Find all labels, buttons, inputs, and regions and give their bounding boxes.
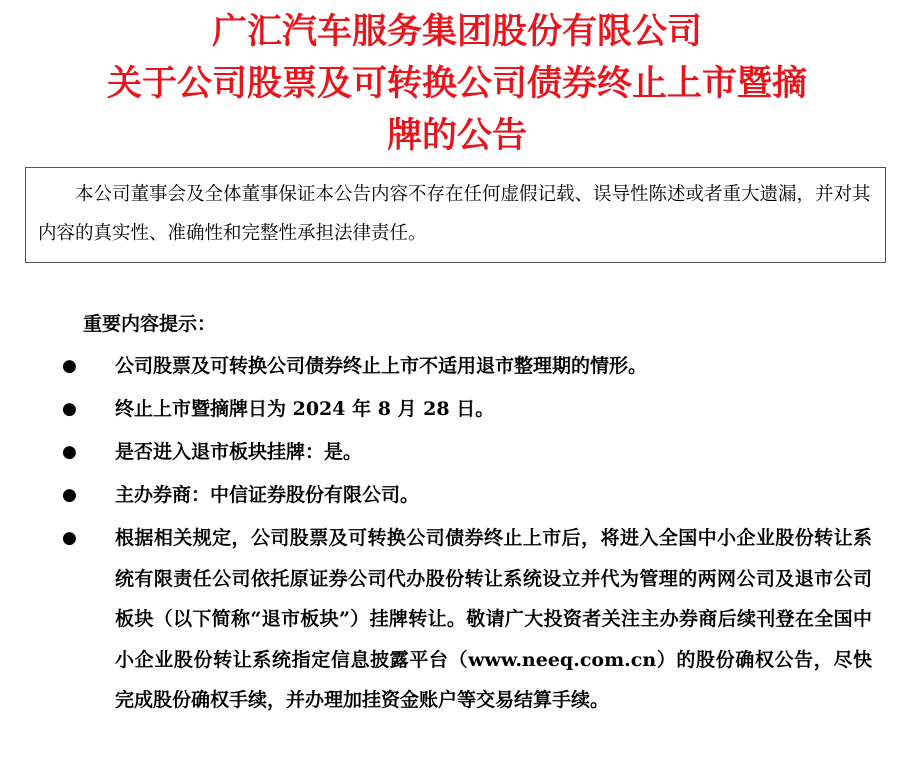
title-line-3: 牌的公告 — [386, 116, 527, 156]
bullet-icon: ● — [62, 528, 77, 548]
list-item-text: 是否进入退市板块挂牌：是。 — [115, 441, 363, 463]
list-item — [62, 432, 892, 473]
board-statement-box — [25, 167, 886, 263]
bullet-icon: ● — [62, 442, 77, 462]
list-item-text: 终止上市暨摘牌日为 2024 年 8 月 28 日。 — [115, 398, 495, 420]
highlights-heading: 重要内容提示： — [83, 313, 217, 335]
list-item-text: 公司股票及可转换公司债券终止上市不适用退市整理期的情形。 — [115, 355, 648, 377]
list-item — [62, 518, 892, 721]
bullet-icon: ● — [62, 485, 77, 505]
list-item — [62, 389, 892, 430]
list-item-text: 根据相关规定，公司股票及可转换公司债券终止上市后，将进入全国中小企业股份转让系统有限责任公司依托原证券公司代办股份转让系统设立并代为管理的两网公司及退市公司板块（以下简称“退市板块”）挂牌转让。敬请广大投资者关注主办券商后续刊登在全国中小企业股份转让系统指定信息披露平台（www.neeq.com.cn）的股份确权公告，尽快完成股份确权手续，并办理加挂资金账户等交易结算手续。 — [115, 527, 872, 711]
announcement-title — [0, 6, 914, 162]
board-statement-text: 本公司董事会及全体董事保证本公告内容不存在任何虚假记载、误导性陈述或者重大遗漏，并对其内容的真实性、准确性和完整性承担法律责任。 — [38, 184, 871, 244]
list-item — [62, 475, 892, 516]
bullet-icon: ● — [62, 399, 77, 419]
title-line-2: 关于公司股票及可转换公司债券终止上市暨摘 — [106, 64, 807, 104]
highlights-list — [62, 346, 892, 721]
list-item — [62, 346, 892, 387]
list-item-text: 主办券商：中信证券股份有限公司。 — [115, 484, 420, 506]
title-line-1: 广汇汽车服务集团股份有限公司 — [211, 12, 702, 52]
bullet-icon: ● — [62, 356, 77, 376]
